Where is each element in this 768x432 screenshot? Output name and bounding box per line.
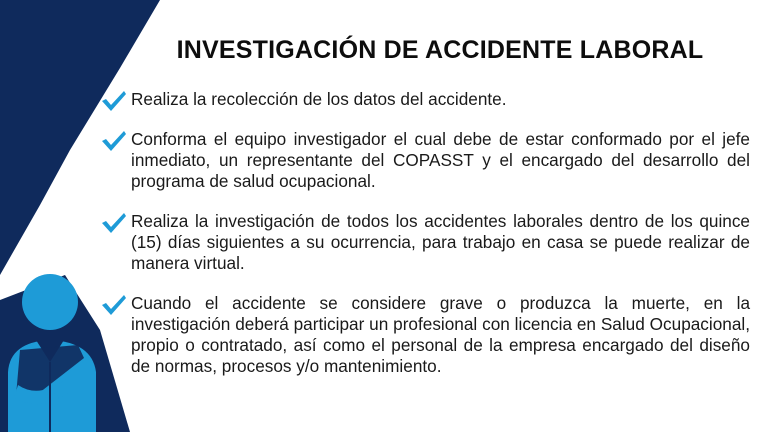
slide-title: INVESTIGACIÓN DE ACCIDENTE LABORAL — [176, 36, 704, 64]
bullet-item — [100, 89, 750, 110]
bullet-text: Realiza la investigación de todos los accidentes laborales dentro de los quince (15) días siguientes a su ocurrencia, para trabajo en casa se puede realizar de manera virtual. — [131, 211, 750, 273]
bullet-item — [100, 293, 750, 377]
bullet-list — [100, 89, 750, 396]
check-icon — [100, 90, 127, 112]
check-icon — [100, 212, 127, 234]
bullet-item — [100, 129, 750, 192]
check-icon — [100, 130, 127, 152]
bullet-item — [100, 211, 750, 274]
bullet-text: Realiza la recolección de los datos del accidente. — [131, 89, 507, 109]
bullet-text: Conforma el equipo investigador el cual debe de estar conformado por el jefe inmediato, un representante del COPASST y el encargado del desarrollo del programa de salud ocupacional. — [131, 129, 750, 191]
check-icon — [100, 294, 127, 316]
bullet-text: Cuando el accidente se considere grave o produzca la muerte, en la investigación deberá participar un profesional con licencia en Salud Ocupacional, propio o contratado, así como el personal de la empresa encargado del diseño de normas, procesos y/o mantenimiento. — [131, 293, 750, 376]
